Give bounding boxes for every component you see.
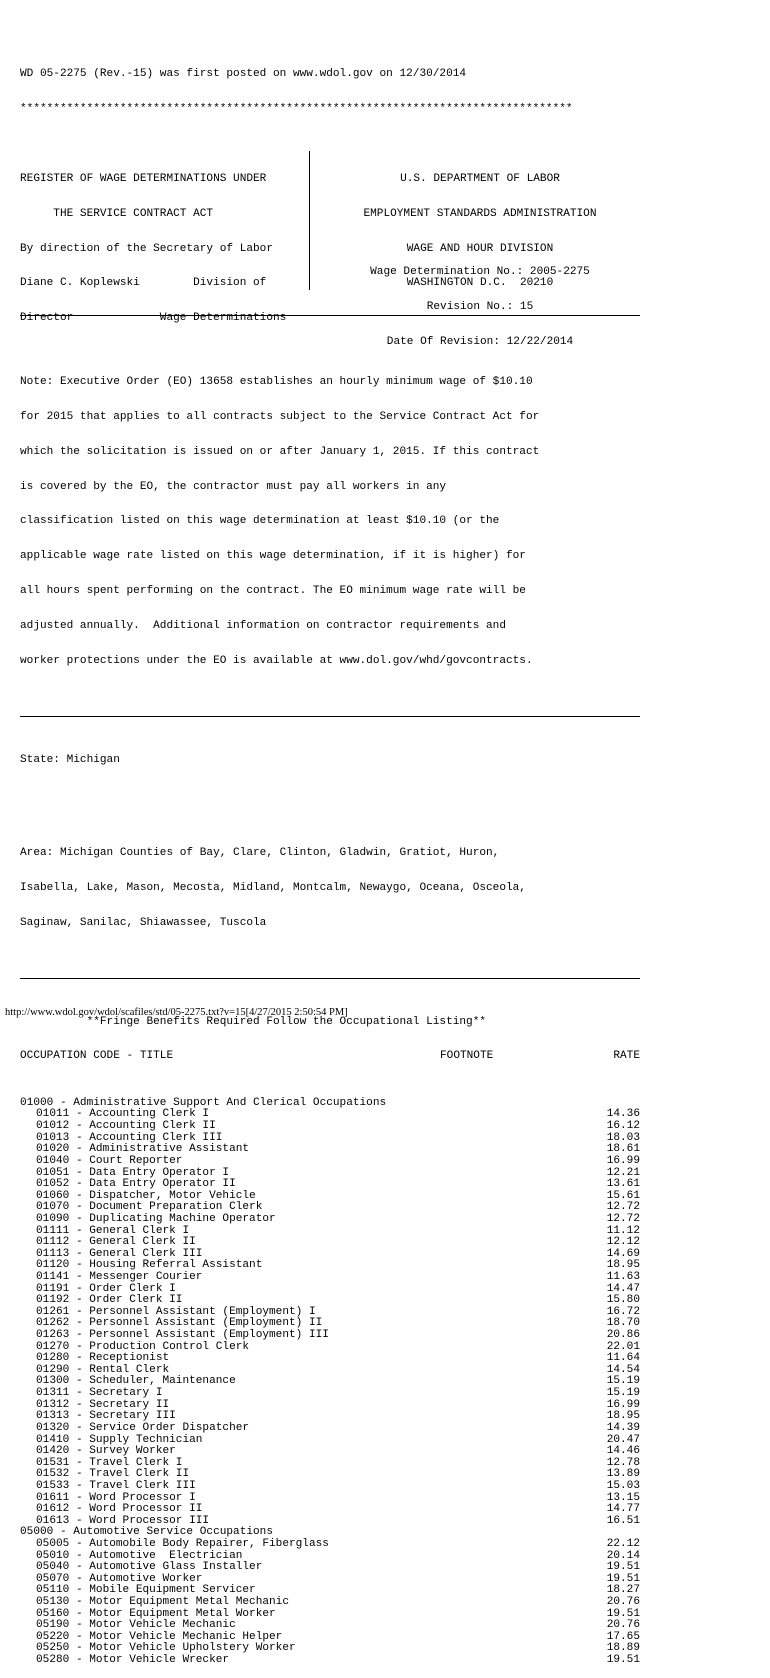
occupation-title: 01040 - Court Reporter [36, 1154, 183, 1167]
area-line: Saginaw, Sanilac, Shiawassee, Tuscola [20, 916, 267, 929]
occupation-row [20, 1121, 640, 1133]
occupation-row [20, 1237, 640, 1249]
occupation-row [20, 1318, 640, 1330]
occupation-title: 01280 - Receptionist [36, 1352, 170, 1365]
occupation-rate [580, 1527, 640, 1539]
area-block [20, 825, 640, 953]
occupation-title: 01532 - Travel Clerk II [36, 1468, 190, 1481]
occupation-row [20, 1388, 640, 1400]
occupation-row [20, 1446, 640, 1458]
occupation-rate: 15.19 [606, 1387, 640, 1400]
occupation-rate: 17.65 [606, 1630, 640, 1643]
occupation-row [20, 1249, 640, 1261]
executive-order-note [20, 354, 640, 691]
occupation-title: 05190 - Motor Vehicle Mechanic [36, 1619, 236, 1632]
fringe-benefits-note: **Fringe Benefits Required Follow the Occupational Listing** [20, 1015, 487, 1028]
occupation-title: 05160 - Motor Equipment Metal Worker [36, 1607, 276, 1620]
occupation-rate: 14.39 [606, 1421, 640, 1434]
occupation-title: 05110 - Mobile Equipment Servicer [36, 1584, 256, 1597]
occupation-row [20, 1133, 640, 1145]
page-url-footer: http://www.wdol.gov/wdol/scafiles/std/05-2275.txt?v=15[4/27/2015 2:50:54 PM] [5, 1007, 348, 1018]
occupation-row [20, 1365, 640, 1377]
occupation-row [20, 1342, 640, 1354]
occupation-row [20, 1109, 640, 1121]
occupation-row [20, 1400, 640, 1412]
occupation-title: 01012 - Accounting Clerk II [36, 1120, 216, 1133]
col-header-footnote: FOOTNOTE [440, 1050, 494, 1063]
occupation-rate: 22.01 [606, 1340, 640, 1353]
occupation-rate: 16.99 [606, 1398, 640, 1411]
occupation-title: 01141 - Messenger Courier [36, 1270, 203, 1283]
note-line: for 2015 that applies to all contracts subject to the Service Contract Act for [20, 410, 540, 423]
occupation-rate: 14.46 [606, 1445, 640, 1458]
occupation-group-row [20, 1527, 640, 1539]
occupation-rate: 18.95 [606, 1259, 640, 1272]
wage-determination-info [320, 244, 640, 372]
occupation-row [20, 1643, 640, 1655]
occupation-rate: 18.61 [606, 1143, 640, 1156]
occupation-row [20, 1260, 640, 1272]
note-line: adjusted annually. Additional information on contractor requirements and [20, 619, 506, 632]
occupation-rate: 18.95 [606, 1410, 640, 1423]
occupation-rate: 12.72 [606, 1201, 640, 1214]
department-line: WAGE AND HOUR DIVISION [406, 242, 554, 255]
occupation-title: 05250 - Motor Vehicle Upholstery Worker [36, 1642, 296, 1655]
occupation-row [20, 1597, 640, 1609]
occupation-title: 01262 - Personnel Assistant (Employment) II [36, 1317, 323, 1330]
occupation-rate: 15.19 [606, 1375, 640, 1388]
occupation-row [20, 1168, 640, 1180]
occupation-rate: 12.12 [606, 1236, 640, 1249]
col-header-code-title: OCCUPATION CODE - TITLE [20, 1050, 174, 1063]
occupation-rate: 16.99 [606, 1154, 640, 1167]
occupation-rate: 11.12 [606, 1224, 640, 1237]
occupation-rate: 16.51 [606, 1514, 640, 1527]
occupation-rate: 18.03 [606, 1131, 640, 1144]
occupation-rate: 14.77 [606, 1503, 640, 1516]
occupation-row [20, 1458, 640, 1470]
divider-rule [20, 978, 640, 979]
signer-line: Director Wage Determinations [20, 311, 287, 324]
note-line: classification listed on this wage determination at least $10.10 (or the [20, 515, 500, 528]
occupation-column-headers [20, 1051, 640, 1063]
occupation-rate: 19.51 [606, 1561, 640, 1574]
occupation-row [20, 1179, 640, 1191]
occupation-rate: 15.03 [606, 1479, 640, 1492]
occupation-title: 01611 - Word Processor I [36, 1491, 196, 1504]
occupation-title: 01070 - Document Preparation Clerk [36, 1201, 263, 1214]
occupation-rate: 13.89 [606, 1468, 640, 1481]
occupation-rate: 14.69 [606, 1247, 640, 1260]
occupation-title: 01261 - Personnel Assistant (Employment) I [36, 1305, 316, 1318]
occupation-title: 01613 - Word Processor III [36, 1514, 210, 1527]
occupation-title: 05220 - Motor Vehicle Mechanic Helper [36, 1630, 283, 1643]
occupation-rate: 18.70 [606, 1317, 640, 1330]
occupation-rate: 19.51 [606, 1607, 640, 1620]
department-line: U.S. DEPARTMENT OF LABOR [400, 172, 560, 185]
occupation-row [20, 1307, 640, 1319]
occupation-title: 01000 - Administrative Support And Clerical Occupations [20, 1096, 387, 1109]
signer-line: Diane C. Koplewski Division of [20, 276, 267, 289]
occupation-row [20, 1272, 640, 1284]
occupation-rate: 16.72 [606, 1305, 640, 1318]
occupation-title: 01300 - Scheduler, Maintenance [36, 1375, 236, 1388]
occupation-title: 01531 - Travel Clerk I [36, 1456, 183, 1469]
occupation-row [20, 1156, 640, 1168]
occupation-row [20, 1539, 640, 1551]
occupation-rate: 19.51 [606, 1654, 640, 1667]
wage-determination-document [20, 46, 640, 1678]
occupation-row [20, 1202, 640, 1214]
occupation-title: 01191 - Order Clerk I [36, 1282, 176, 1295]
occupation-title: 01011 - Accounting Clerk I [36, 1108, 210, 1121]
state-line: State: Michigan [20, 753, 120, 766]
occupation-title: 05005 - Automobile Body Repairer, Fiberglass [36, 1538, 329, 1550]
header-divider [309, 151, 310, 290]
occupation-rate: 20.47 [606, 1433, 640, 1446]
occupation-title: 01312 - Secretary II [36, 1398, 170, 1411]
occupation-rate: 11.64 [606, 1352, 640, 1365]
register-line: REGISTER OF WAGE DETERMINATIONS UNDER [20, 172, 267, 185]
occupation-title: 01120 - Housing Referral Assistant [36, 1259, 263, 1272]
revision-number: Revision No.: 15 [426, 300, 534, 313]
occupation-group-row [20, 1098, 640, 1110]
occupation-row [20, 1295, 640, 1307]
occupation-title: 05070 - Automotive Worker [36, 1572, 203, 1585]
revision-date: Date Of Revision: 12/22/2014 [386, 335, 574, 348]
occupation-rate: 20.76 [606, 1619, 640, 1632]
occupation-row [20, 1226, 640, 1238]
department-line: WASHINGTON D.C. 20210 [406, 277, 554, 290]
occupation-row [20, 1144, 640, 1156]
occupation-title: 05000 - Automotive Service Occupations [20, 1526, 273, 1539]
occupation-title: 01113 - General Clerk III [36, 1247, 203, 1260]
area-line: Area: Michigan Counties of Bay, Clare, Clinton, Gladwin, Gratiot, Huron, [20, 846, 500, 859]
occupation-title: 01013 - Accounting Clerk III [36, 1131, 223, 1144]
occupation-rate: 15.61 [606, 1189, 640, 1202]
occupation-list [20, 1098, 640, 1667]
occupation-title: 05010 - Automotive Electrician [36, 1549, 243, 1562]
occupation-row [20, 1620, 640, 1632]
occupation-title: 01263 - Personnel Assistant (Employment) III [36, 1329, 329, 1342]
document-header [20, 151, 640, 348]
col-header-rate: RATE [613, 1050, 640, 1063]
occupation-rate: 14.54 [606, 1363, 640, 1376]
occupation-row [20, 1481, 640, 1493]
note-line: Note: Executive Order (EO) 13658 establishes an hourly minimum wage of $10.10 [20, 375, 533, 388]
occupation-row [20, 1411, 640, 1423]
occupation-row [20, 1585, 640, 1597]
occupation-rate: 20.76 [606, 1596, 640, 1609]
occupation-rate: 19.51 [606, 1572, 640, 1585]
note-line: is covered by the EO, the contractor must pay all workers in any [20, 480, 447, 493]
note-line: worker protections under the EO is available at www.dol.gov/whd/govcontracts. [20, 654, 533, 667]
occupation-rate: 12.72 [606, 1212, 640, 1225]
occupation-title: 01290 - Rental Clerk [36, 1363, 170, 1376]
occupation-rate: 16.12 [606, 1120, 640, 1133]
occupation-title: 01090 - Duplicating Machine Operator [36, 1212, 276, 1225]
occupation-row [20, 1493, 640, 1505]
occupation-rate: 13.15 [606, 1491, 640, 1504]
occupation-rate: 12.78 [606, 1456, 640, 1469]
occupation-rate: 13.61 [606, 1178, 640, 1191]
occupation-title: 01111 - General Clerk I [36, 1224, 190, 1237]
occupation-rate: 18.27 [606, 1584, 640, 1597]
occupation-rate: 15.80 [606, 1294, 640, 1307]
star-divider: *********************************************************************************** [20, 103, 573, 116]
occupation-row [20, 1376, 640, 1388]
occupation-title: 01420 - Survey Worker [36, 1445, 176, 1458]
occupation-rate: 12.21 [606, 1166, 640, 1179]
occupation-row [20, 1574, 640, 1586]
occupation-rate: 22.12 [606, 1538, 640, 1550]
occupation-title: 01270 - Production Control Clerk [36, 1340, 250, 1353]
occupation-row [20, 1284, 640, 1296]
occupation-row [20, 1423, 640, 1435]
note-line: which the solicitation is issued on or after January 1, 2015. If this contract [20, 445, 540, 458]
occupation-rate: 14.47 [606, 1282, 640, 1295]
occupation-rate: 11.63 [606, 1270, 640, 1283]
occupation-rate [580, 1098, 640, 1110]
occupation-title: 01311 - Secretary I [36, 1387, 163, 1400]
occupation-title: 01313 - Secretary III [36, 1410, 176, 1423]
occupation-rate: 20.86 [606, 1329, 640, 1342]
occupation-title: 01533 - Travel Clerk III [36, 1479, 196, 1492]
occupation-rate: 20.14 [606, 1549, 640, 1562]
occupation-title: 01052 - Data Entry Operator II [36, 1178, 236, 1191]
occupation-row [20, 1632, 640, 1644]
occupation-title: 05130 - Motor Equipment Metal Mechanic [36, 1596, 289, 1609]
occupation-title: 01060 - Dispatcher, Motor Vehicle [36, 1189, 256, 1202]
occupation-title: 01192 - Order Clerk II [36, 1294, 183, 1307]
occupation-row [20, 1330, 640, 1342]
spacer [20, 790, 640, 802]
occupation-title: 05280 - Motor Vehicle Wrecker [36, 1654, 230, 1667]
divider-rule [20, 716, 640, 717]
occupation-title: 01051 - Data Entry Operator I [36, 1166, 230, 1179]
occupation-row [20, 1214, 640, 1226]
occupation-title: 05040 - Automotive Glass Installer [36, 1561, 263, 1574]
occupation-title: 01112 - General Clerk II [36, 1236, 196, 1249]
occupation-row [20, 1655, 640, 1667]
occupation-row [20, 1353, 640, 1365]
occupation-row [20, 1469, 640, 1481]
department-line: EMPLOYMENT STANDARDS ADMINISTRATION [363, 207, 597, 220]
signer-block [20, 255, 286, 348]
occupation-rate: 18.89 [606, 1642, 640, 1655]
occupation-row [20, 1551, 640, 1563]
occupation-row [20, 1516, 640, 1528]
occupation-title: 01410 - Supply Technician [36, 1433, 203, 1446]
area-line: Isabella, Lake, Mason, Mecosta, Midland, Montcalm, Newaygo, Oceana, Osceola, [20, 881, 526, 894]
occupation-row [20, 1609, 640, 1621]
occupation-title: 01612 - Word Processor II [36, 1503, 203, 1516]
occupation-row [20, 1504, 640, 1516]
occupation-row [20, 1562, 640, 1574]
top-posting-line: WD 05-2275 (Rev.-15) was first posted on www.wdol.gov on 12/30/2014 [20, 68, 467, 81]
register-line: By direction of the Secretary of Labor [20, 242, 273, 255]
occupation-rate: 14.36 [606, 1108, 640, 1121]
wd-number: Wage Determination No.: 2005-2275 [370, 265, 590, 278]
occupation-title: 01320 - Service Order Dispatcher [36, 1421, 250, 1434]
note-line: applicable wage rate listed on this wage determination, if it is higher) for [20, 550, 526, 563]
occupation-row [20, 1435, 640, 1447]
occupation-title: 01020 - Administrative Assistant [36, 1143, 250, 1156]
occupation-row [20, 1191, 640, 1203]
register-line: THE SERVICE CONTRACT ACT [20, 207, 214, 220]
note-line: all hours spent performing on the contract. The EO minimum wage rate will be [20, 585, 526, 598]
